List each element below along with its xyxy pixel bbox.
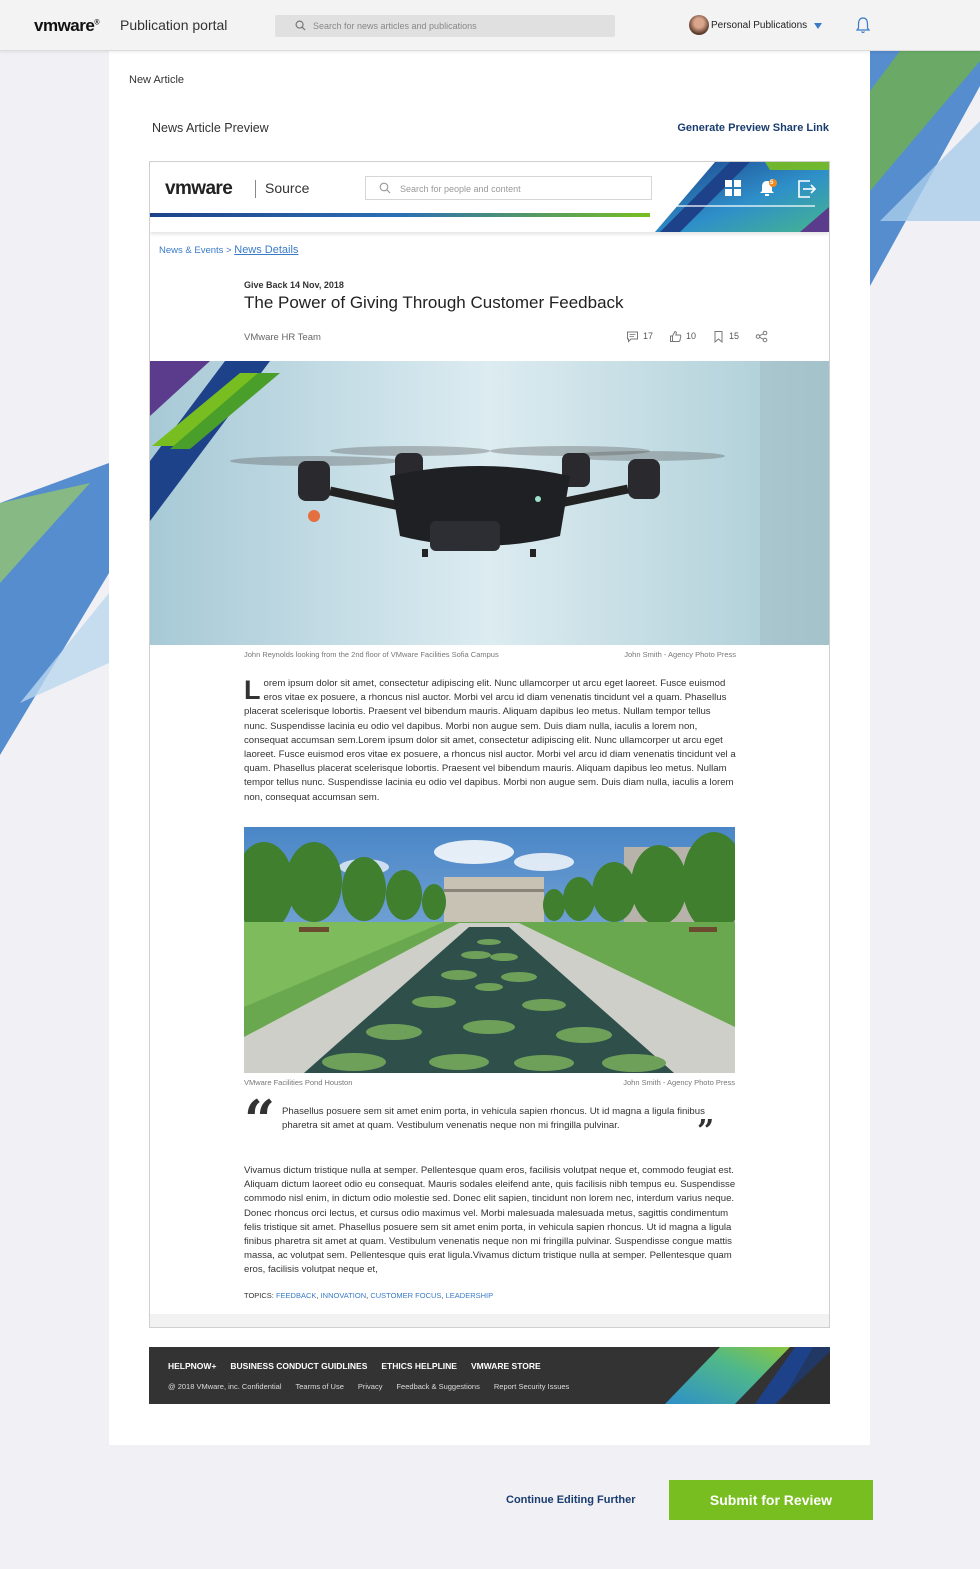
article-category-date: Give Back 14 Nov, 2018 [244,280,344,290]
pond-credit: John Smith - Agency Photo Press [623,1078,735,1087]
topics-label: TOPICS: [244,1291,274,1300]
article-body: Vivamus dictum tristique nulla at semper. Pellentesque quam eros, facilisis volutpat neque et, commodo feugiat est. Aliquam dictum laoreet odio eu consequat. Mauris sodales eleifend ante, quis facilisis nibh tempus eu. Suspendisse commodo nisl enim, in dictum odio molestie sed. Donec elit sapien, tincidunt non lorem nec, interdum varius neque. Donec rhoncus orci lectus, et cursus odio maximus vel. Morbi malesuada malesuada metus, sagittis condimentum felis tristique sit amet. Phasellus posuere sem sit amet enim porta, in vehicula sapien rhoncus. Ut id magna a ligula finibus pharetra sit amet at quam. Vestibulum venenatis neque non mi fringilla pulvinar. Suspendisse congue mattis massa, ac volutpat sem. Pellentesque quis erat ligula.Vivamus dictum tristique nulla at semper. Pellentesque quam eros, facilisis volutpat neque et, [244,1165,736,1276]
like-icon[interactable] [669,330,682,343]
footer-sub-link[interactable]: Feedback & Suggestions [396,1382,480,1391]
global-search-input[interactable] [275,15,615,37]
footer-link[interactable]: HELPNOW+ [168,1361,217,1371]
article-intro [244,677,736,805]
comment-count: 17 [643,331,654,341]
article-title: The Power of Giving Through Customer Feedback [244,293,624,312]
preview-title: News Article Preview [152,121,269,135]
news-breadcrumb [159,244,298,256]
search-icon [295,20,306,31]
submit-for-review-button[interactable]: Submit for Review [669,1480,873,1520]
intro-text: orem ipsum dolor sit amet, consectetur adipiscing elit. Nunc ullamcorper ut arcu eget laoreet. Fusce euismod eros vitae ex posuere, a rhoncus nisl auctor. Morbi vel arcu id diam venenatis tincidunt vel a quam. Phasellus placerat scelerisque lobortis. Praesent vel bibendum mauris. Aliquam dapibus leo metus. Nullam tempor tellus nunc. Suspendisse lacinia eu odio vel dapibus. Morbi non augue sem. Duis diam nulla, iaculis a lorem non, consequat accumsan sem.Lorem ipsum dolor sit amet, consectetur adipiscing elit. Nunc ullamcorper ut arcu eget laoreet. Fusce euismod eros vitae ex posuere, a rhoncus nisl auctor. Morbi vel arcu id diam venenatis tincidunt vel a quam. Phasellus placerat scelerisque lobortis. Praesent vel bibendum mauris. Aliquam dapibus leo metus. Nullam tempor tellus nunc. Suspendisse lacinia eu odio vel dapibus. Morbi non augue sem. Duis diam nulla, iaculis a lorem non, consequat accumsan sem. [244,678,736,803]
topic-link[interactable]: FEEDBACK [275,1291,317,1300]
topics: TOPICS: FEEDBACK, INNOVATION, CUSTOMER FOCUS, LEADERSHIP [244,1291,494,1300]
vmware-logo[interactable]: vmware® [34,16,99,35]
continue-editing-button[interactable]: Continue Editing Further [506,1494,636,1506]
footer-sub-link[interactable]: Privacy [357,1382,383,1391]
preview-vmware-logo[interactable]: vmware [165,178,233,199]
breadcrumb[interactable]: New Article [129,74,185,86]
topic-link[interactable]: INNOVATION [320,1291,367,1300]
bell-icon[interactable] [855,16,871,34]
footer-link[interactable]: VMWARE STORE [470,1361,541,1371]
footer-link[interactable]: BUSINESS CONDUCT GUIDLINES [230,1361,368,1371]
footer-link[interactable]: ETHICS HELPLINE [381,1361,457,1371]
generate-share-link[interactable]: Generate Preview Share Link [677,122,829,134]
bookmark-count: 15 [729,331,740,341]
left-decor-stripes [0,463,109,755]
footer-sub-link[interactable]: Report Security Issues [493,1382,570,1391]
search-icon [379,182,391,194]
footer-sub-link[interactable]: Tearms of Use [295,1382,344,1391]
avatar[interactable] [689,15,709,35]
footer-banner [665,1347,830,1404]
article-preview-frame [149,161,830,1328]
search-placeholder: Search for news articles and publications [313,21,477,31]
user-menu-label[interactable]: Personal Publications [711,20,808,31]
topic-link[interactable]: CUSTOMER FOCUS [370,1291,442,1300]
main-card [109,51,870,1445]
breadcrumb-current[interactable]: News Details [234,244,299,256]
like-count: 10 [686,331,697,341]
caret-down-icon[interactable] [814,23,822,29]
article-author[interactable]: VMware HR Team [244,332,321,343]
share-icon[interactable] [755,330,768,343]
pond-caption: VMware Facilities Pond Houston [244,1078,353,1087]
topic-link[interactable]: LEADERSHIP [445,1291,494,1300]
header-gradient-bar [150,213,650,217]
notification-count: 5 [770,180,774,186]
bookmark-icon[interactable] [712,330,725,343]
preview-section-title: Source [265,180,310,196]
quote-open-icon: “ [244,1088,276,1152]
copyright: @ 2018 VMware, inc. Confidential [168,1382,282,1391]
header-banner [650,162,829,232]
article-stats [626,329,768,343]
right-decor-stripes [870,51,980,286]
footer-sub-links [168,1382,569,1391]
footer-links [168,1361,541,1371]
preview-footer [149,1347,830,1404]
pull-quote: Phasellus posuere sem sit amet enim porta, in vehicula sapien rhoncus. Ut id magna a ligula finibus pharetra sit amet at quam. Vestibulum venenatis neque non mi fringilla pulvinar. [282,1106,705,1132]
comment-icon[interactable] [626,330,639,343]
app-title: Publication portal [120,17,228,33]
hero-image-drone [150,361,829,645]
top-bar [0,0,980,51]
preview-search-placeholder: Search for people and content [400,184,521,194]
preview-search-input[interactable] [365,176,652,200]
breadcrumb-parent[interactable]: News & Events > [159,245,232,256]
preview-header [150,162,829,232]
logo-separator [255,180,256,198]
quote-close-icon: ” [697,1114,715,1149]
hero-credit: John Smith - Agency Photo Press [624,650,736,659]
drop-cap: L [244,675,261,705]
hero-caption: John Reynolds looking from the 2nd floor of VMware Facilities Sofia Campus [244,650,499,659]
pond-image [244,827,735,1073]
frame-bottom-strip [150,1314,829,1328]
